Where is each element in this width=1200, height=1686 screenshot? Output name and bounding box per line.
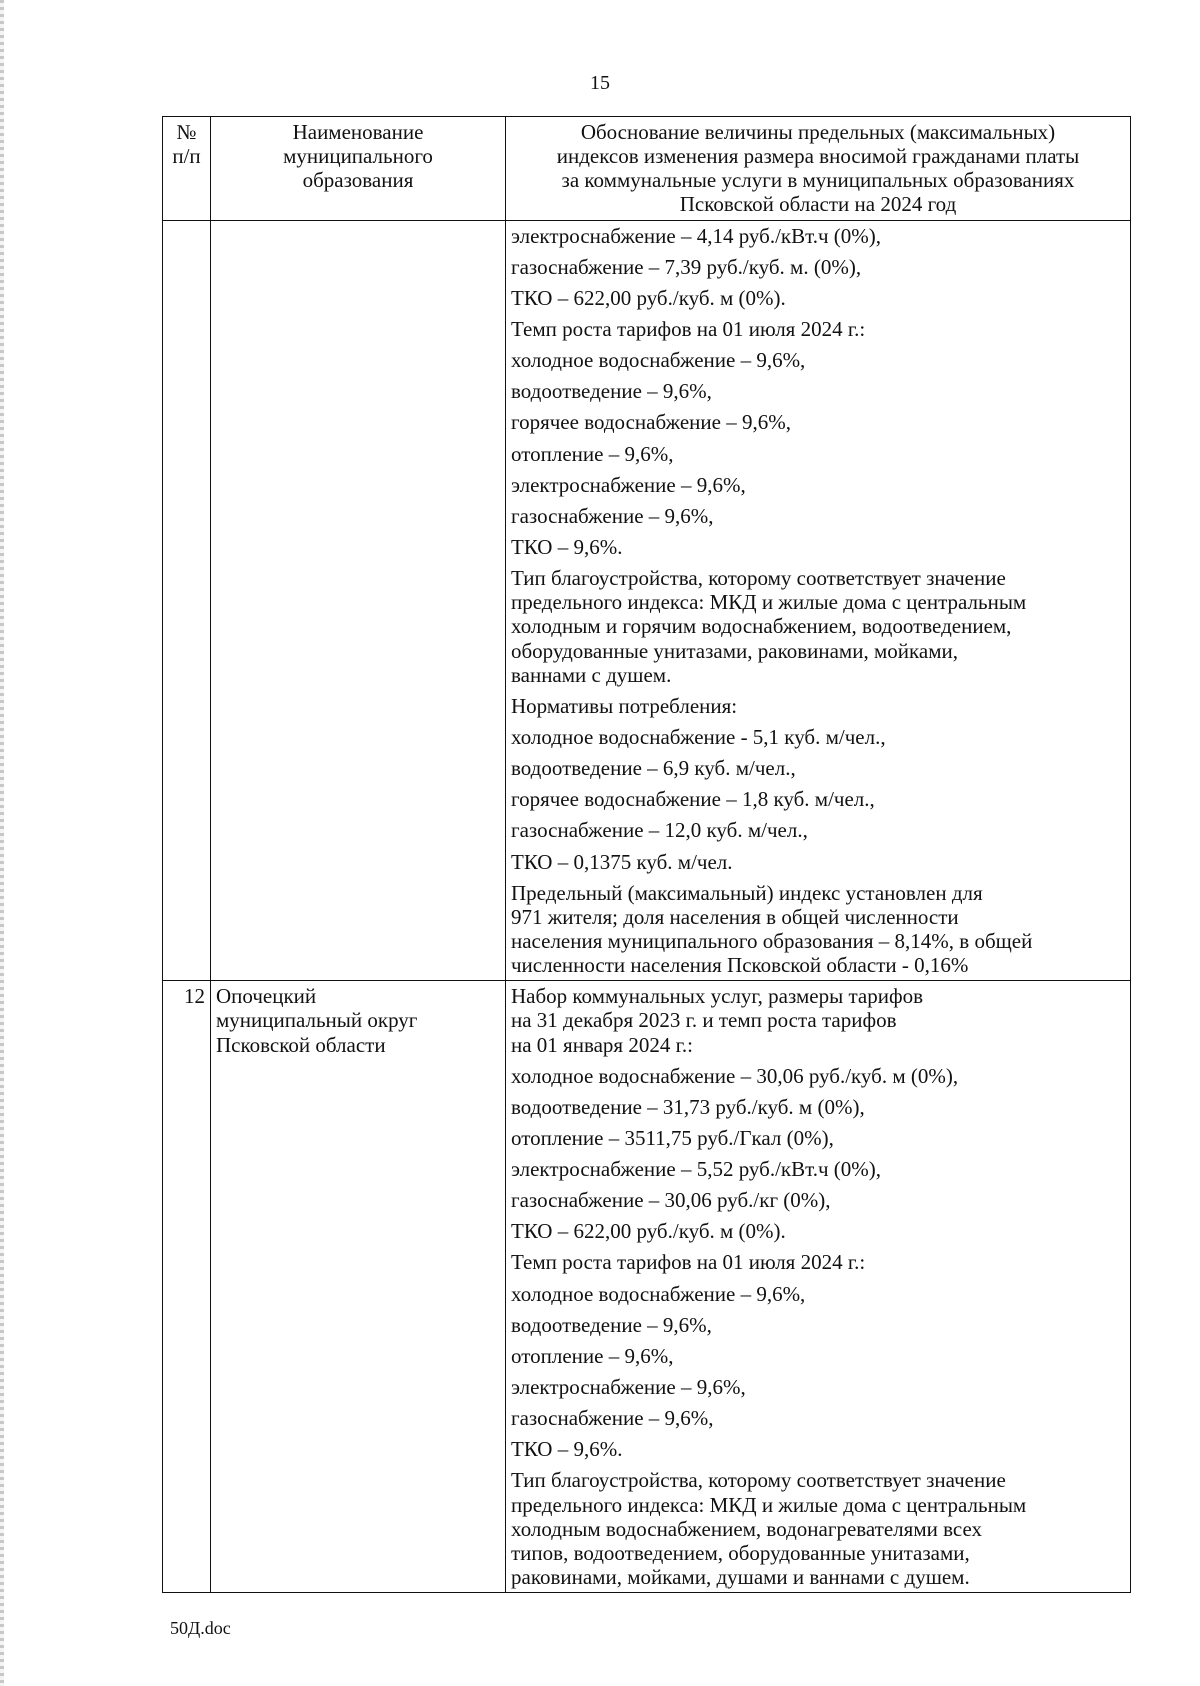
text-paragraph	[511, 286, 1125, 310]
text-paragraph	[511, 1375, 1125, 1399]
text-line: ТКО – 622,00 руб./куб. м (0%).	[511, 285, 786, 310]
text-line: газоснабжение – 9,6%,	[511, 1406, 714, 1431]
text-paragraph	[511, 1157, 1125, 1181]
text-line: Темп роста тарифов на 01 июля 2024 г.:	[511, 1250, 866, 1275]
text-paragraph	[511, 442, 1125, 466]
row-name-cell	[211, 220, 506, 981]
text-line: газоснабжение – 30,06 руб./кг (0%),	[511, 1188, 831, 1213]
row-number-cell: 12	[163, 981, 211, 1593]
text-paragraph	[511, 1126, 1125, 1150]
text-paragraph	[511, 1064, 1125, 1088]
text-paragraph	[511, 317, 1125, 341]
text-paragraph	[511, 1313, 1125, 1337]
text-line: водоотведение – 31,73 руб./куб. м (0%),	[511, 1094, 865, 1119]
text-line: водоотведение – 6,9 куб. м/чел.,	[511, 756, 796, 781]
text-paragraph	[511, 850, 1125, 874]
text-line: газоснабжение – 9,6%,	[511, 503, 714, 528]
text-paragraph	[511, 1219, 1125, 1243]
text-paragraph	[511, 1344, 1125, 1368]
text-paragraph	[511, 881, 1125, 978]
text-line: ТКО – 9,6%.	[511, 534, 623, 559]
text-line: Предельный (максимальный) индекс установлен для	[511, 880, 983, 905]
text-paragraph	[511, 756, 1125, 780]
text-paragraph	[511, 566, 1125, 687]
text-line: электроснабжение – 4,14 руб./кВт.ч (0%),	[511, 223, 882, 248]
file-name: 50Д.doc	[170, 1618, 231, 1638]
row-justification-cell	[506, 220, 1131, 981]
text-paragraph	[511, 1437, 1125, 1461]
text-line: Нормативы потребления:	[511, 693, 738, 718]
text-line: ваннами с душем.	[511, 662, 672, 687]
header-name-cell: Наименование муниципального образования	[211, 117, 506, 221]
header-number-cell: № п/п	[163, 117, 211, 221]
text-paragraph	[511, 1406, 1125, 1430]
text-paragraph	[511, 535, 1125, 559]
text-line: предельного индекса: МКД и жилые дома с центральным	[511, 1492, 1027, 1517]
text-line: холодное водоснабжение – 9,6%,	[511, 1281, 806, 1306]
text-line: Набор коммунальных услуг, размеры тарифов	[511, 984, 923, 1009]
text-paragraph	[511, 348, 1125, 372]
text-line: Темп роста тарифов на 01 июля 2024 г.:	[511, 316, 866, 341]
text-line: холодным и горячим водоснабжением, водоотведением,	[511, 614, 1012, 639]
text-line: ТКО – 622,00 руб./куб. м (0%).	[511, 1219, 786, 1244]
text-paragraph	[511, 1282, 1125, 1306]
text-line: горячее водоснабжение – 9,6%,	[511, 410, 791, 435]
text-line: Тип благоустройства, которому соответствует значение	[511, 566, 1006, 591]
text-line: газоснабжение – 12,0 куб. м/чел.,	[511, 818, 808, 843]
text-paragraph	[511, 984, 1125, 1056]
tariff-table	[162, 116, 1131, 1593]
text-line: горячее водоснабжение – 1,8 куб. м/чел.,	[511, 787, 875, 812]
text-line: холодное водоснабжение - 5,1 куб. м/чел.,	[511, 724, 886, 749]
text-paragraph	[511, 694, 1125, 718]
text-line: электроснабжение – 9,6%,	[511, 1375, 746, 1400]
text-line: холодным водоснабжением, водонагревателями всех	[511, 1516, 983, 1541]
text-line: отопление – 9,6%,	[511, 1343, 674, 1368]
text-line: холодное водоснабжение – 9,6%,	[511, 348, 806, 373]
text-line: предельного индекса: МКД и жилые дома с центральным	[511, 590, 1027, 615]
text-line: отопление – 9,6%,	[511, 441, 674, 466]
text-line: раковинами, мойками, душами и ваннами с душем.	[511, 1565, 970, 1590]
text-line: отопление – 3511,75 руб./Гкал (0%),	[511, 1125, 834, 1150]
text-paragraph	[511, 255, 1125, 279]
text-line: электроснабжение – 5,52 руб./кВт.ч (0%),	[511, 1157, 882, 1182]
table-row	[163, 220, 1131, 981]
text-paragraph	[511, 787, 1125, 811]
text-paragraph	[511, 504, 1125, 528]
text-line: оборудованные унитазами, раковинами, мойками,	[511, 638, 958, 663]
text-paragraph	[511, 818, 1125, 842]
text-paragraph	[511, 1188, 1125, 1212]
text-line: газоснабжение – 7,39 руб./куб. м. (0%),	[511, 254, 862, 279]
text-line: на 31 декабря 2023 г. и темп роста тарифов	[511, 1008, 897, 1033]
text-line: холодное водоснабжение – 30,06 руб./куб. м (0%),	[511, 1063, 959, 1088]
text-line: водоотведение – 9,6%,	[511, 1312, 712, 1337]
text-paragraph	[511, 379, 1125, 403]
text-line: типов, водоотведением, оборудованные унитазами,	[511, 1540, 970, 1565]
table-header-row	[163, 117, 1131, 221]
text-line: численности населения Псковской области - 0,16%	[511, 953, 969, 978]
text-paragraph	[511, 1095, 1125, 1119]
text-paragraph	[511, 473, 1125, 497]
text-paragraph	[511, 1250, 1125, 1274]
text-line: на 01 января 2024 г.:	[511, 1032, 693, 1057]
text-paragraph	[511, 725, 1125, 749]
table-row	[163, 981, 1131, 1593]
text-paragraph	[511, 1468, 1125, 1589]
text-line: населения муниципального образования – 8,14%, в общей	[511, 928, 1033, 953]
text-paragraph	[511, 410, 1125, 434]
header-justification-cell: Обоснование величины предельных (максимальных) индексов изменения размера вносимой гражданами платы за коммунальные услуги в муниципальных образованиях Псковской области на 2024 год	[506, 117, 1131, 221]
text-line: электроснабжение – 9,6%,	[511, 472, 746, 497]
row-justification-cell	[506, 981, 1131, 1593]
row-number-cell	[163, 220, 211, 981]
row-name-cell: Опочецкий муниципальный округ Псковской области	[211, 981, 506, 1593]
text-line: ТКО – 9,6%.	[511, 1437, 623, 1462]
page-number: 15	[590, 72, 610, 94]
text-line: 971 жителя; доля населения в общей численности	[511, 904, 959, 929]
text-line: ТКО – 0,1375 куб. м/чел.	[511, 849, 733, 874]
scan-edge	[0, 0, 4, 1686]
text-line: водоотведение – 9,6%,	[511, 379, 712, 404]
text-paragraph	[511, 224, 1125, 248]
text-line: Тип благоустройства, которому соответствует значение	[511, 1468, 1006, 1493]
